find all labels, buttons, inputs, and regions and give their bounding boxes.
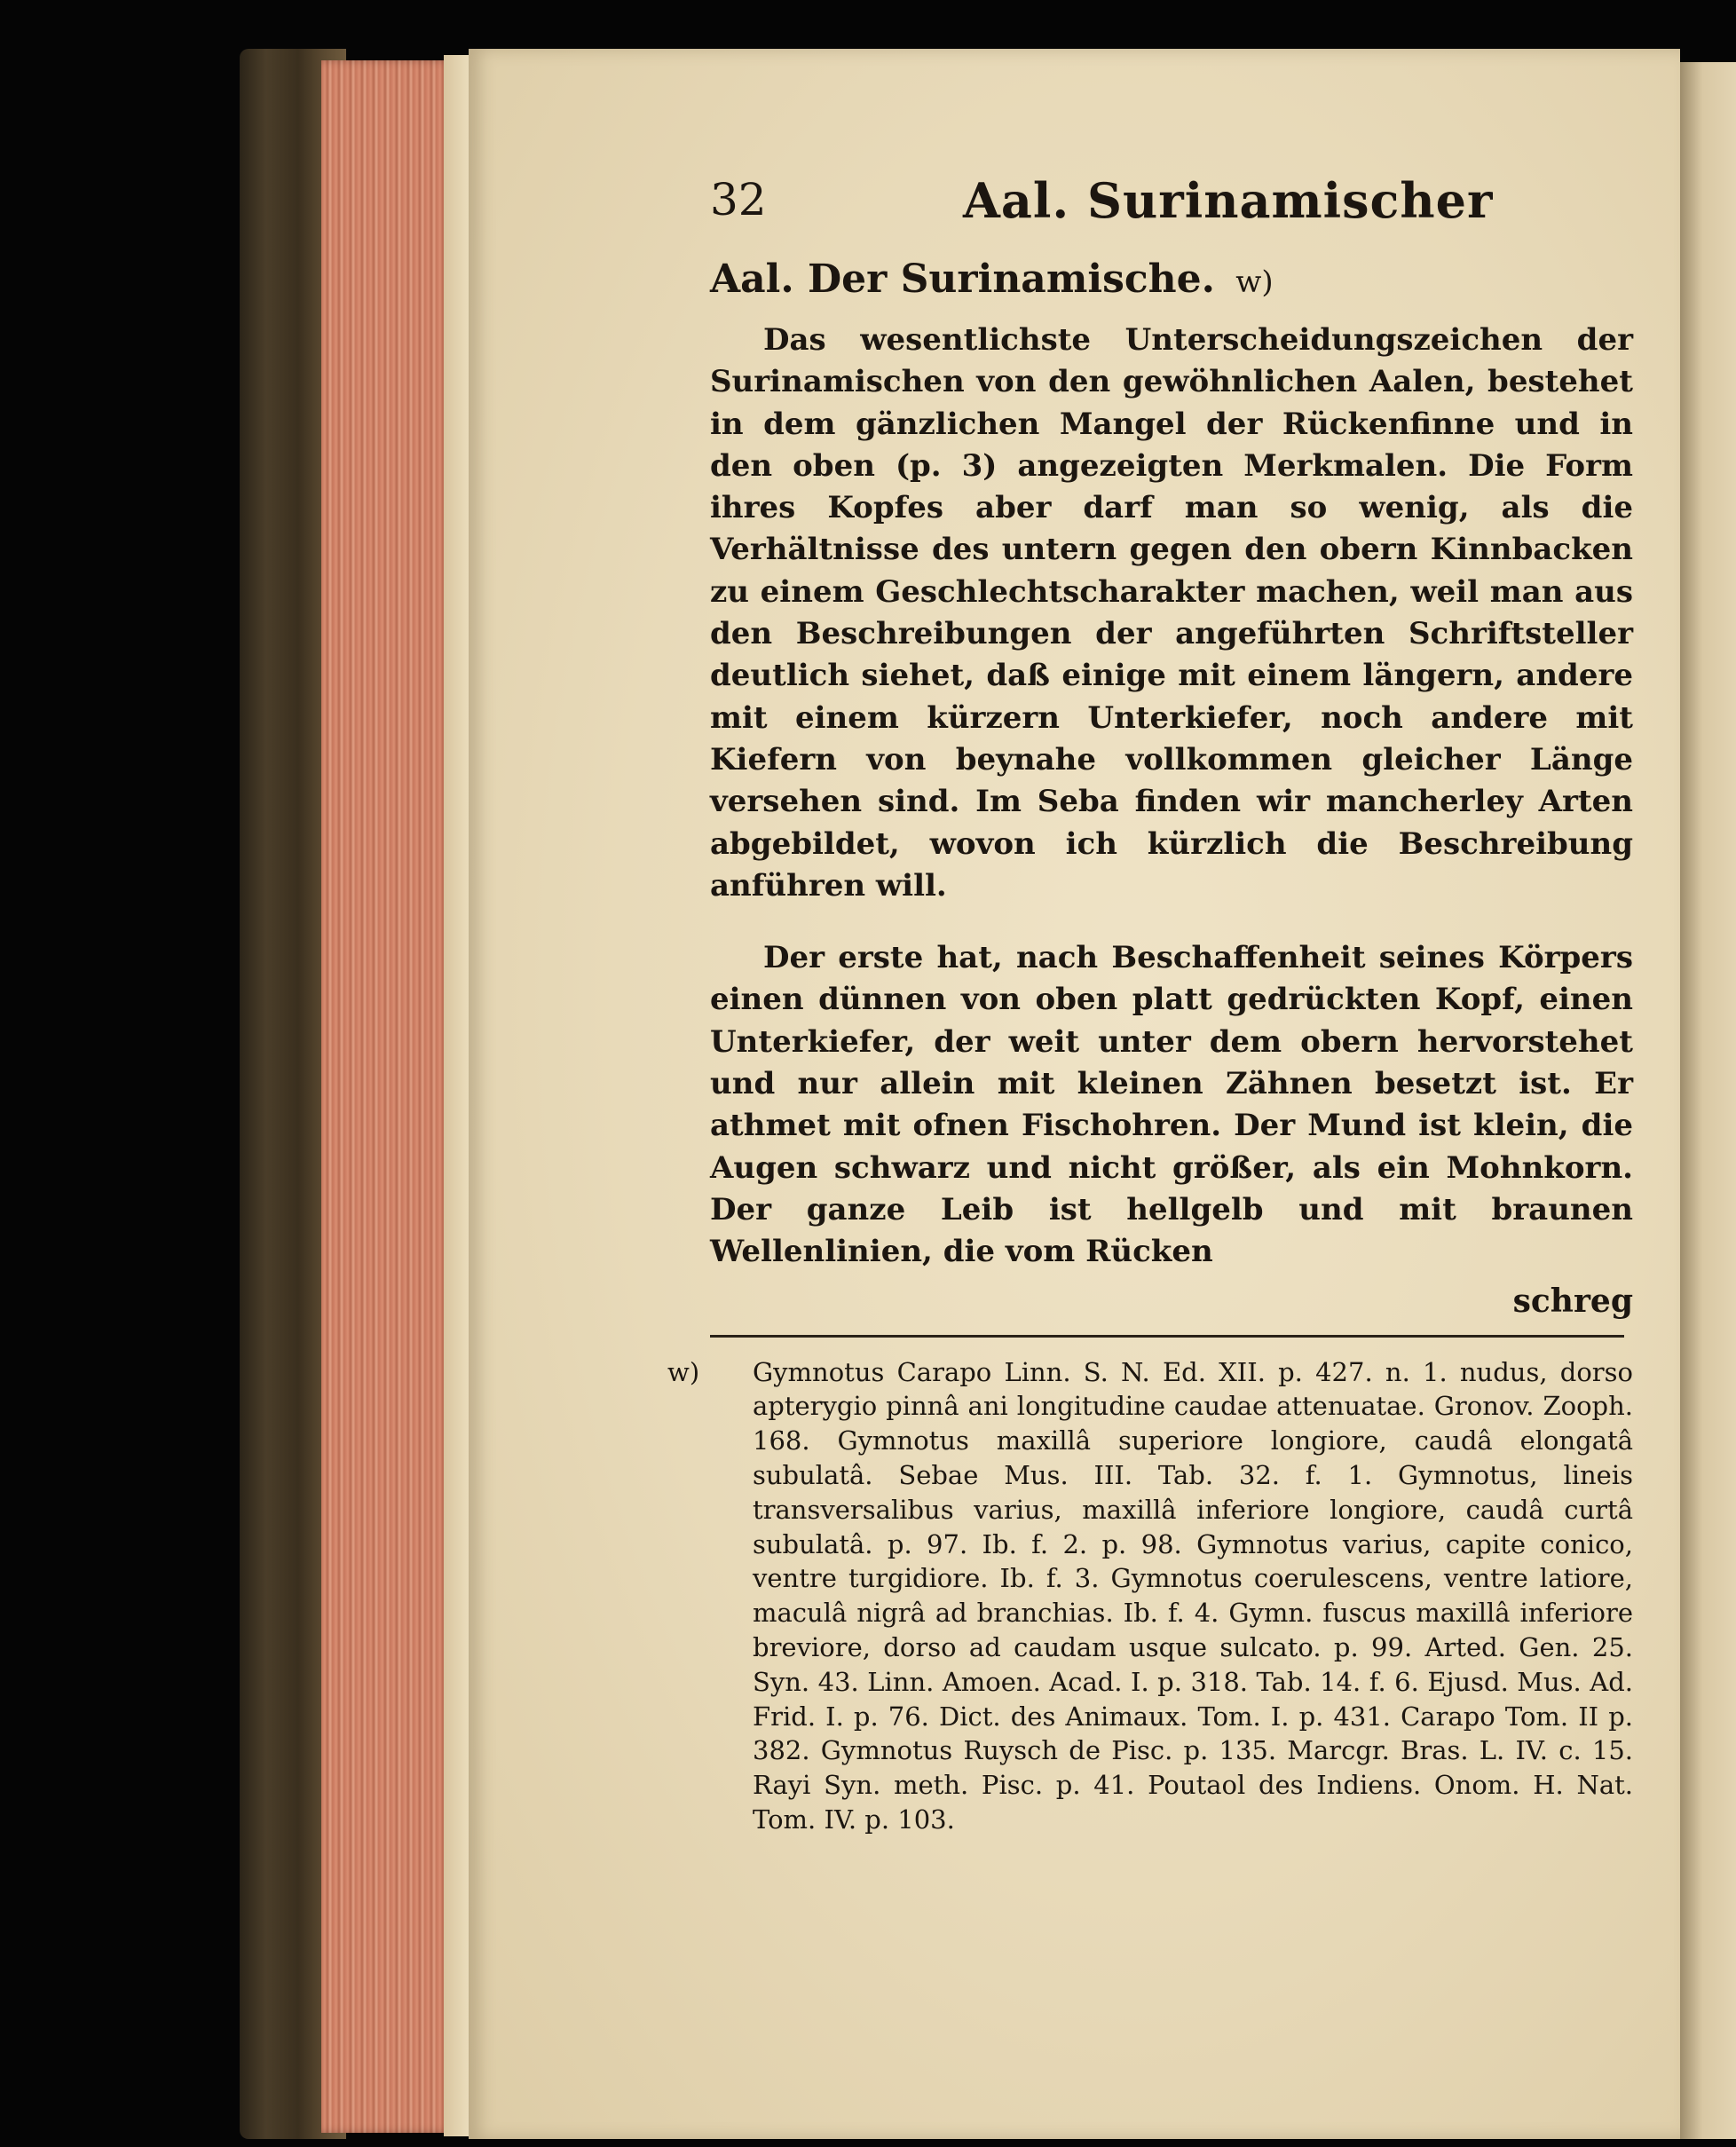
- paragraph-2: Der erste hat, nach Beschaffenheit seines Körpers einen dünnen von oben platt gedrückten Kopf, einen Unterkiefer, der weit unter dem obern hervorstehet und nur allein mit kleinen Zähnen besetzt ist. Er athmet mit ofnen Fischohren. Der Mund ist klein, die Augen schwarz und nicht größer, als ein Mohnkorn. Der ganze Leib ist hellgelb und mit braunen Wellenlinien, die vom Rücken: [710, 940, 1633, 1270]
- footnote: [667, 1355, 1633, 1837]
- section-title: [710, 249, 1633, 320]
- section-title-text: Aal. Der Surinamische.: [710, 257, 1215, 302]
- running-head: Aal. Surinamischer: [963, 172, 1494, 229]
- next-page-sliver: [1680, 62, 1736, 2139]
- footnote-label: w): [667, 1356, 700, 1387]
- page-number: 32: [710, 174, 767, 225]
- footnote-rule: [710, 1335, 1624, 1338]
- page-header: [710, 169, 1633, 249]
- body-text: [710, 320, 1633, 1274]
- footnote-reference: w): [1235, 264, 1274, 300]
- page-text-area: [667, 169, 1633, 1837]
- footnote-text: Gymnotus Carapo Linn. S. N. Ed. XII. p. 427. n. 1. nudus, dorso apterygio pinnâ ani longitudine caudae attenuatae. Gronov. Zooph. 168. Gymnotus maxillâ superiore longiore, caudâ elongatâ subulatâ. Sebae Mus. III. Tab. 32. f. 1. Gymnotus, lineis transversalibus varius, maxillâ inferiore longiore, caudâ curtâ subulatâ. p. 97. Ib. f. 2. p. 98. Gymnotus varius, capite conico, ventre turgidiore. Ib. f. 3. Gymnotus coerulescens, ventre latiore, maculâ nigrâ ad branchias. Ib. f. 4. Gymn. fuscus maxillâ inferiore breviore, dorso ad caudam usque sulcato. p. 99. Arted. Gen. 25. Syn. 43. Linn. Amoen. Acad. I. p. 318. Tab. 14. f. 6. Ejusd. Mus. Ad. Frid. I. p. 76. Dict. des Animaux. Tom. I. p. 431. Carapo Tom. II p. 382. Gymnotus Ruysch de Pisc. p. 135. Marcgr. Bras. L. IV. c. 15. Rayi Syn. meth. Pisc. p. 41. Poutaol des Indiens. Onom. H. Nat. Tom. IV. p. 103.: [753, 1356, 1633, 1835]
- paragraph-1: Das wesentlichste Unterscheidungszeichen der Surinamischen von den gewöhnlichen Aalen, bestehet in dem gänzlichen Mangel der Rückenfinne und in den oben (p. 3) angezeigten Merkmalen. Die Form ihres Kopfes aber darf man so wenig, als die Verhältnisse des untern gegen den obern Kinnbacken zu einem Geschlechtscharakter machen, weil man aus den Beschreibungen der angeführten Schriftsteller deutlich siehet, daß einige mit einem längern, andere mit einem kürzern Unterkiefer, noch andere mit Kiefern von beynahe vollkommen gleicher Länge versehen sind. Im Seba finden wir mancherley Arten abgebildet, wovon ich kürzlich die Beschreibung anführen will.: [710, 322, 1633, 904]
- catchword: schreg: [1512, 1282, 1633, 1320]
